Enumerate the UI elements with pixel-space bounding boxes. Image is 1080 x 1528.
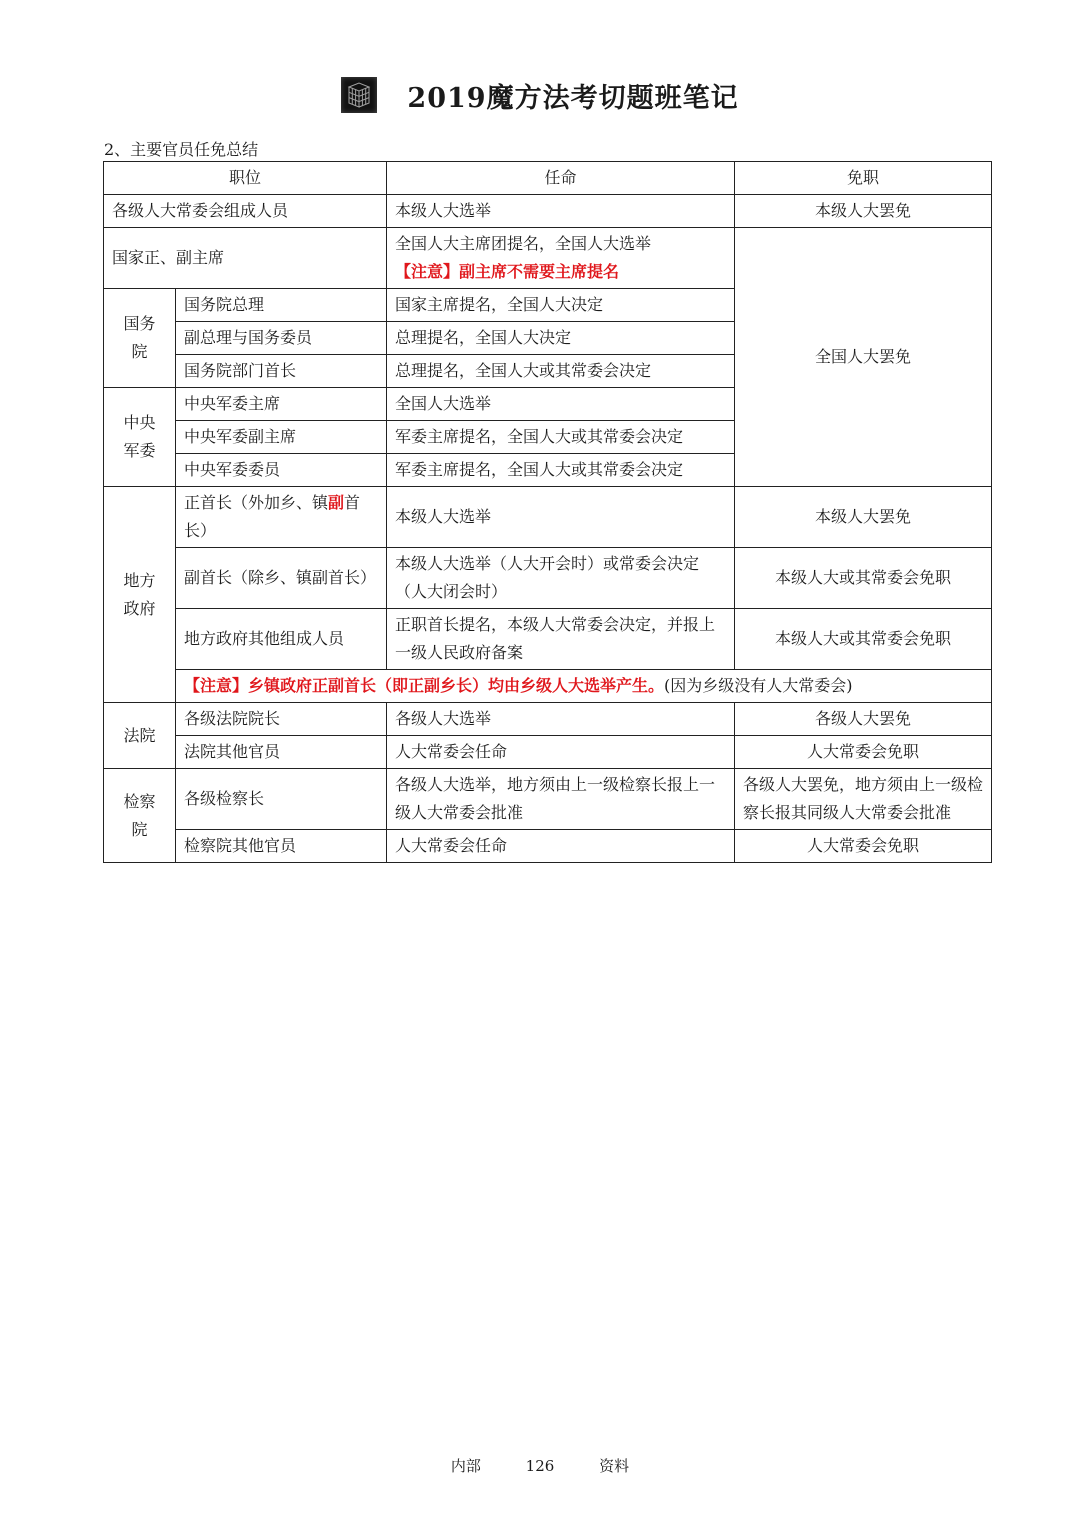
- appoint-cell: 人大常委会任命: [387, 736, 735, 769]
- remove-cell: 各级人大罢免: [735, 703, 992, 736]
- cube-logo-icon: [341, 77, 377, 113]
- page-title: 2019魔方法考切题班笔记: [407, 82, 739, 114]
- group-label-military: 中央 军委: [104, 388, 176, 487]
- note-plain: (因为乡级没有人大常委会): [664, 676, 853, 695]
- appoint-cell: [387, 228, 735, 289]
- position-cell: 正首长（外加乡、镇副首长）: [176, 487, 387, 548]
- appoint-cell: 总理提名，全国人大或其常委会决定: [387, 355, 735, 388]
- position-cell: 检察院其他官员: [176, 830, 387, 863]
- page-footer: [0, 1455, 1080, 1476]
- footer-left: 内部: [450, 1457, 481, 1475]
- remove-cell: 各级人大罢免，地方须由上一级检察长报其同级人大常委会批准: [735, 769, 992, 830]
- position-cell: 中央军委委员: [176, 454, 387, 487]
- position-cell: 法院其他官员: [176, 736, 387, 769]
- column-header-position: 职位: [104, 162, 387, 195]
- appoint-cell: 军委主席提名，全国人大或其常委会决定: [387, 421, 735, 454]
- position-cell: 国务院总理: [176, 289, 387, 322]
- appoint-cell: 军委主席提名，全国人大或其常委会决定: [387, 454, 735, 487]
- group-label-procuratorate: 检察 院: [104, 769, 176, 863]
- position-cell: 各级法院院长: [176, 703, 387, 736]
- table-row: [104, 228, 992, 289]
- group-label-state-council: 国务 院: [104, 289, 176, 388]
- table-row: [104, 195, 992, 228]
- appoint-cell: 本级人大选举（人大开会时）或常委会决定（人大闭会时）: [387, 548, 735, 609]
- appoint-cell: 本级人大选举: [387, 487, 735, 548]
- table-row: [104, 830, 992, 863]
- remove-cell: 人大常委会免职: [735, 736, 992, 769]
- position-cell: 副总理与国务委员: [176, 322, 387, 355]
- appoint-cell: 人大常委会任命: [387, 830, 735, 863]
- remove-cell: 本级人大罢免: [735, 195, 992, 228]
- page-header: [0, 72, 1080, 118]
- appoint-cell: 各级人大选举: [387, 703, 735, 736]
- table-row: [104, 769, 992, 830]
- attention-note-cell: [176, 670, 992, 703]
- table-row: [104, 548, 992, 609]
- appoint-cell: 正职首长提名，本级人大常委会决定，并报上一级人民政府备案: [387, 609, 735, 670]
- attention-note: 【注意】副主席不需要主席提名: [395, 262, 620, 281]
- group-label-court: 法院: [104, 703, 176, 769]
- footer-right: 资料: [599, 1457, 630, 1475]
- remove-cell: 本级人大或其常委会免职: [735, 609, 992, 670]
- table-row: [104, 487, 992, 548]
- attention-note: 【注意】乡镇政府正副首长（即正副乡长）均由乡级人大选举产生。: [184, 676, 665, 695]
- group-label-local-gov: 地方 政府: [104, 487, 176, 703]
- table-header-row: [104, 162, 992, 195]
- table-row: [104, 736, 992, 769]
- remove-cell: 本级人大罢免: [735, 487, 992, 548]
- section-heading: 2、主要官员任免总结: [104, 140, 259, 159]
- position-cell: 副首长（除乡、镇副首长）: [176, 548, 387, 609]
- highlight-text: 副: [328, 493, 345, 512]
- position-cell: 国务院部门首长: [176, 355, 387, 388]
- table-row: [104, 609, 992, 670]
- column-header-remove: 免职: [735, 162, 992, 195]
- appoint-cell: 各级人大选举，地方须由上一级检察长报上一级人大常委会批准: [387, 769, 735, 830]
- position-cell: 中央军委主席: [176, 388, 387, 421]
- position-cell: 中央军委副主席: [176, 421, 387, 454]
- page-number: 126: [525, 1457, 555, 1475]
- appoint-cell: 总理提名，全国人大决定: [387, 322, 735, 355]
- position-cell: 各级检察长: [176, 769, 387, 830]
- remove-cell: 本级人大或其常委会免职: [735, 548, 992, 609]
- position-cell: 各级人大常委会组成人员: [104, 195, 387, 228]
- position-cell: 地方政府其他组成人员: [176, 609, 387, 670]
- table-row: [104, 703, 992, 736]
- appoint-cell: 本级人大选举: [387, 195, 735, 228]
- appoint-cell: 全国人大选举: [387, 388, 735, 421]
- appoint-text: 全国人大主席团提名，全国人大选举: [395, 234, 652, 253]
- table-row-note: [104, 670, 992, 703]
- position-cell: 国家正、副主席: [104, 228, 387, 289]
- appoint-cell: 国家主席提名，全国人大决定: [387, 289, 735, 322]
- remove-cell-national: 全国人大罢免: [735, 228, 992, 487]
- remove-cell: 人大常委会免职: [735, 830, 992, 863]
- officials-table: [103, 161, 992, 863]
- column-header-appoint: 任命: [387, 162, 735, 195]
